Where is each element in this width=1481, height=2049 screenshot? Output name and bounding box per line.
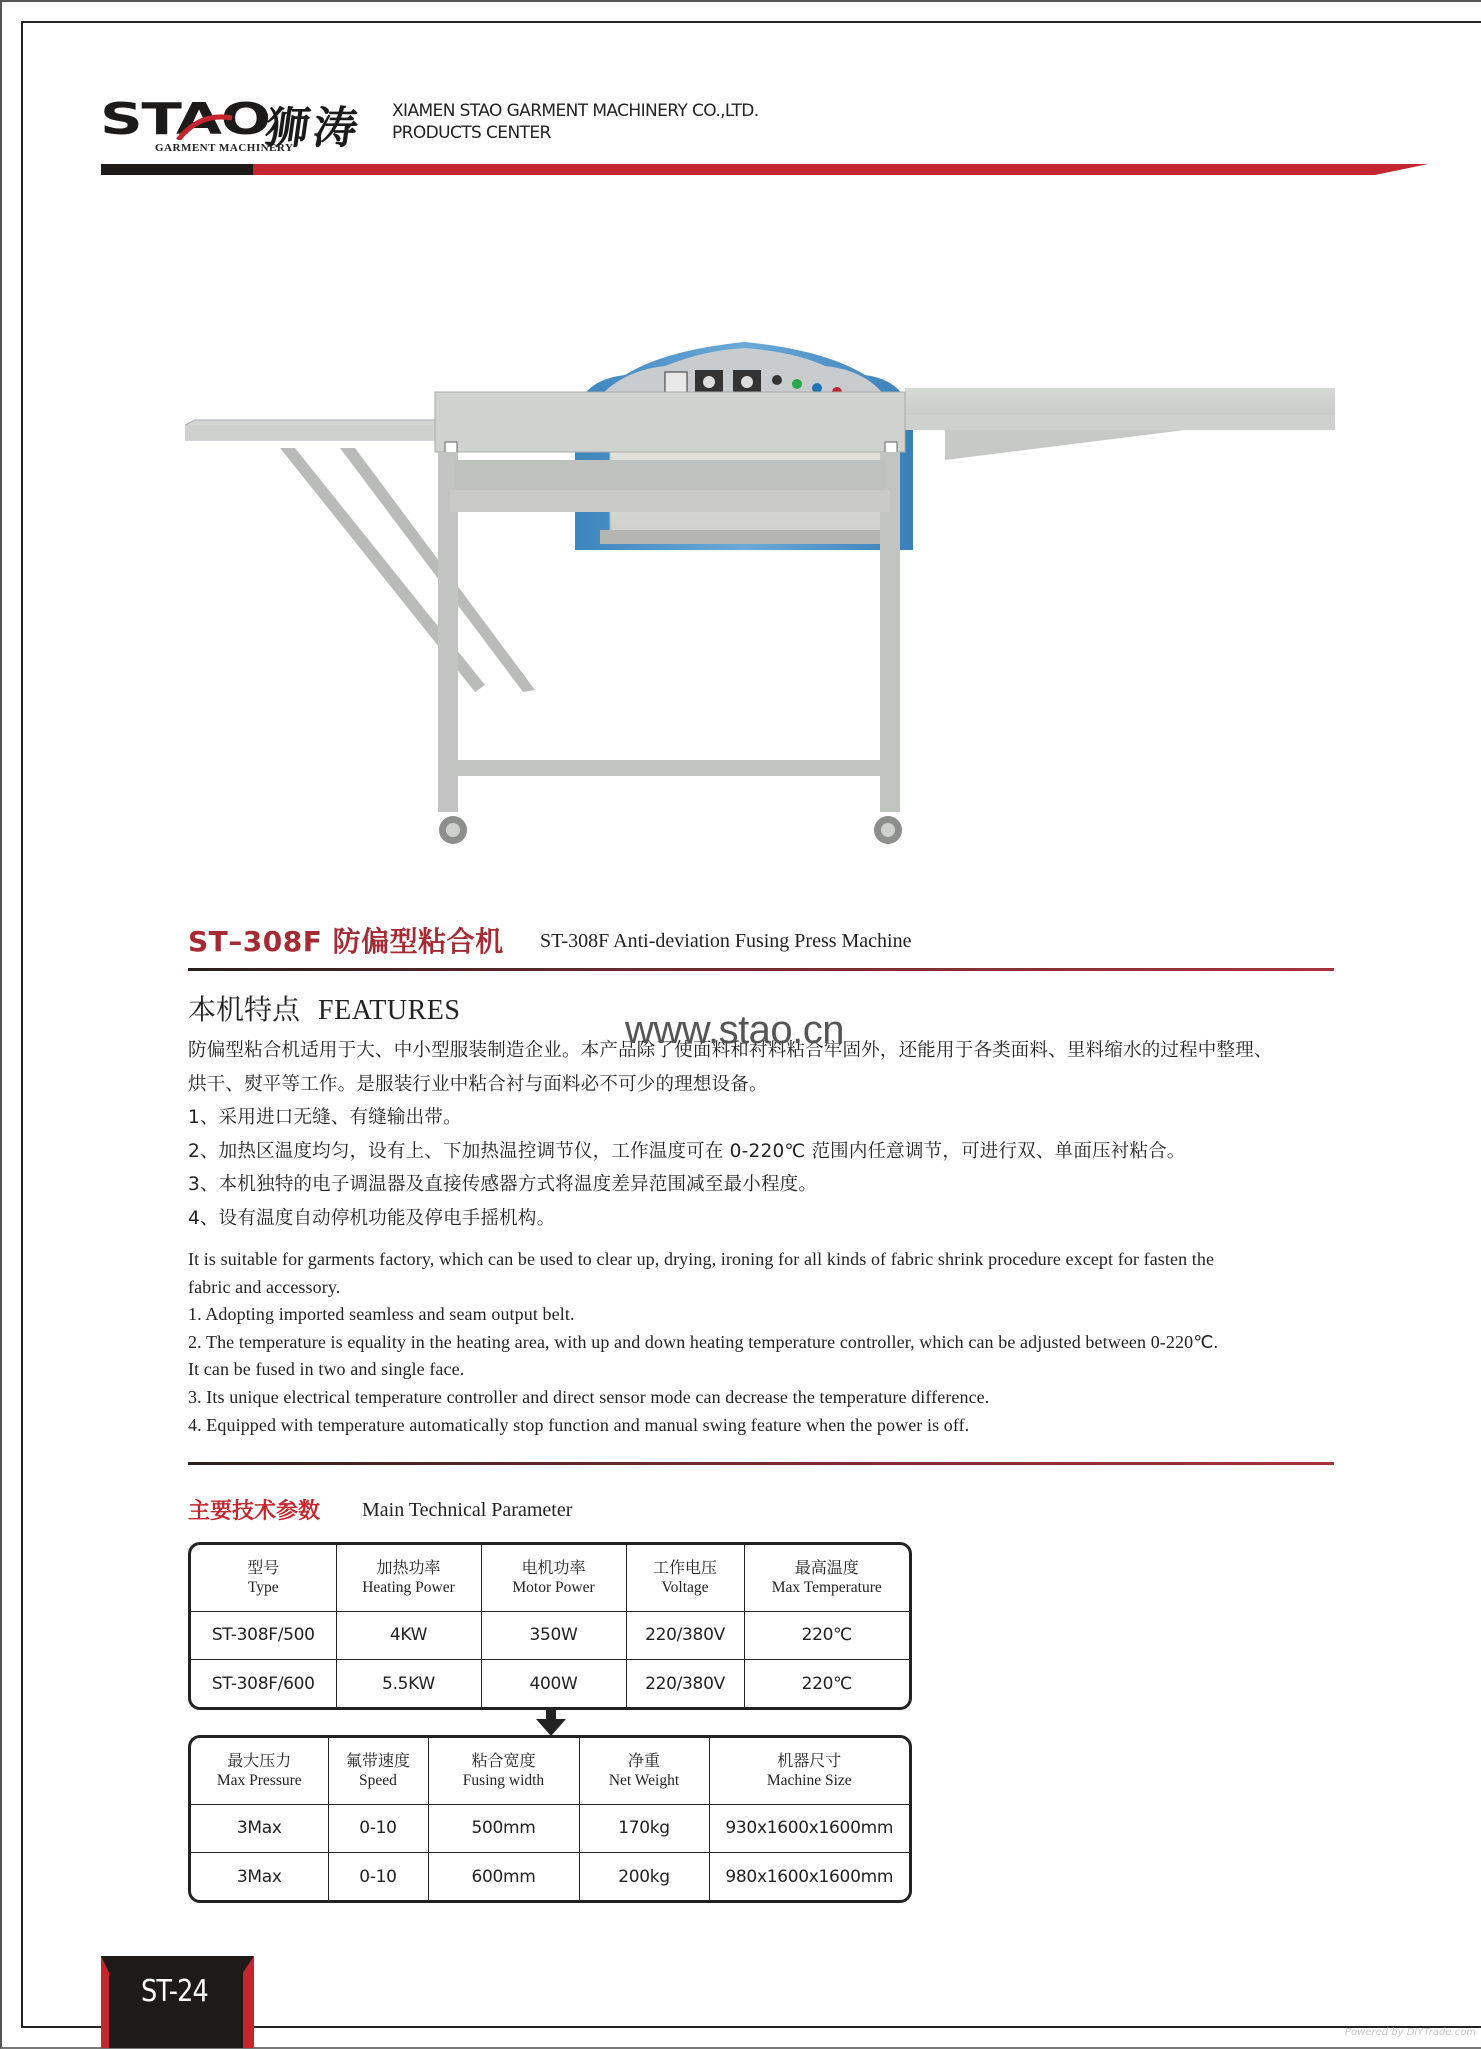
product-title-cn: ST–308F 防偏型粘合机 [188, 925, 504, 958]
feature-en-line: It is suitable for garments factory, which can be used to clear up, drying, ironing for all kinds of fabric shrink procedure except for fasten the [188, 1249, 1215, 1269]
table-cell: 0-10 [328, 1853, 428, 1900]
table-cell: 3Max [191, 1853, 328, 1900]
table-row [191, 1804, 909, 1853]
table-header-cell: 粘合宽度 Fusing width [428, 1738, 579, 1804]
spec-table-2 [188, 1735, 912, 1903]
table-cell: 200kg [579, 1853, 709, 1900]
website-watermark: www.stao.cn [625, 1008, 845, 1052]
spec-table-1 [188, 1542, 912, 1710]
brand-chinese-name: 狮涛 [261, 103, 365, 154]
feature-en-line: 4. Equipped with temperature automatically stop function and manual swing feature when the power is off. [188, 1414, 970, 1435]
table-cell: ST-308F/500 [191, 1611, 336, 1660]
table-header-row [191, 1738, 909, 1804]
page-number: ST-24 [141, 1974, 208, 2009]
table-header-cell: 电机功率 Motor Power [481, 1545, 626, 1611]
company-block [392, 100, 759, 144]
features-cn-text [188, 1034, 1338, 1236]
features-heading-en: FEATURES [318, 995, 461, 1026]
table-cell: 980x1600x1600mm [709, 1853, 909, 1900]
table-cell: 350W [481, 1611, 626, 1660]
table-cell: ST-308F/600 [191, 1660, 336, 1707]
table-header-cell: 净重 Net Weight [579, 1738, 709, 1804]
product-image [185, 330, 1335, 850]
feature-cn-line: 烘干、熨平等工作。是服装行业中粘合衬与面料必不可少的理想设备。 [188, 1073, 768, 1095]
table-header-cell: 最高温度 Max Temperature [744, 1545, 909, 1611]
feature-cn-line: 4、设有温度自动停机功能及停电手摇机构。 [188, 1207, 556, 1229]
feature-cn-line: 2、加热区温度均匀，设有上、下加热温控调节仪，工作温度可在 0-220℃ 范围内任意调节，可进行双、单面压衬粘合。 [188, 1140, 1186, 1162]
table-cell: 930x1600x1600mm [709, 1804, 909, 1853]
feature-en-line: fabric and accessory. [188, 1276, 341, 1297]
table-header-cell: 加热功率 Heating Power [336, 1545, 481, 1611]
table-header-row [191, 1545, 909, 1611]
table-cell: 220℃ [744, 1660, 909, 1707]
company-name: XIAMEN STAO GARMENT MACHINERY CO.,LTD. [392, 101, 759, 121]
table-header-cell: 型号 Type [191, 1545, 336, 1611]
feature-en-line: It can be fused in two and single face. [188, 1359, 465, 1380]
right-shelf [905, 388, 1335, 460]
table-cell: 400W [481, 1660, 626, 1707]
down-arrow-icon [536, 1710, 566, 1736]
header-bar-black [101, 164, 253, 175]
table-cell: 600mm [428, 1853, 579, 1900]
table-cell: 500mm [428, 1804, 579, 1853]
table-row [191, 1660, 909, 1707]
table-row [191, 1611, 909, 1660]
logo-swoosh-icon [170, 110, 240, 140]
brand-logo: STAO [100, 94, 270, 145]
page-tab-red-strip [101, 1956, 109, 2048]
table-header-cell: 氟带速度 Speed [328, 1738, 428, 1804]
table-header-cell: 最大压力 Max Pressure [191, 1738, 328, 1804]
features-heading-cn: 本机特点 [188, 993, 301, 1026]
feature-en-line: 1. Adopting imported seamless and seam output belt. [188, 1304, 575, 1325]
table-header-cell: 工作电压 Voltage [626, 1545, 744, 1611]
feature-cn-line: 3、本机独特的电子调温器及直接传感器方式将温度差异范围减至最小程度。 [188, 1174, 818, 1196]
product-title-en: ST-308F Anti-deviation Fusing Press Machine [540, 930, 912, 952]
table-cell: 220/380V [626, 1611, 744, 1660]
parameters-heading-cn: 主要技术参数 [188, 1499, 321, 1524]
table-header-cell: 机器尺寸 Machine Size [709, 1738, 909, 1804]
table-cell: 220℃ [744, 1611, 909, 1660]
table-cell: 4KW [336, 1611, 481, 1660]
feature-en-line: 2. The temperature is equality in the heating area, with up and down heating temperature controller, which can be adjusted between 0-220℃. [188, 1331, 1219, 1352]
table-cell: 220/380V [626, 1660, 744, 1707]
table-cell: 170kg [579, 1804, 709, 1853]
feature-cn-line: 1、采用进口无缝、有缝输出带。 [188, 1107, 462, 1129]
table-cell: 5.5KW [336, 1660, 481, 1707]
table-cell: 3Max [191, 1804, 328, 1853]
page-tab-red-strip [243, 1956, 254, 2048]
powered-by-link[interactable]: Powered by DIYTrade.com [1345, 2027, 1477, 2038]
brand-subtitle: GARMENT MACHINERY [155, 142, 294, 154]
table-cell: 0-10 [328, 1804, 428, 1853]
title-divider [188, 968, 1334, 971]
features-heading [188, 988, 460, 1028]
feature-cn-line: 防偏型粘合机适用于大、中小型服装制造企业。本产品除了使面料和衬料粘合牢固外，还能用于各类面料、里料缩水的过程中整理、 [188, 1040, 1273, 1061]
features-en-text [188, 1246, 1338, 1439]
table-row [191, 1853, 909, 1900]
features-divider [188, 1462, 1334, 1465]
header-bar-red [253, 164, 1428, 175]
parameters-heading-en: Main Technical Parameter [362, 1499, 573, 1521]
feature-en-line: 3. Its unique electrical temperature controller and direct sensor mode can decrease the temperature difference. [188, 1386, 990, 1407]
section-name: PRODUCTS CENTER [392, 123, 551, 143]
